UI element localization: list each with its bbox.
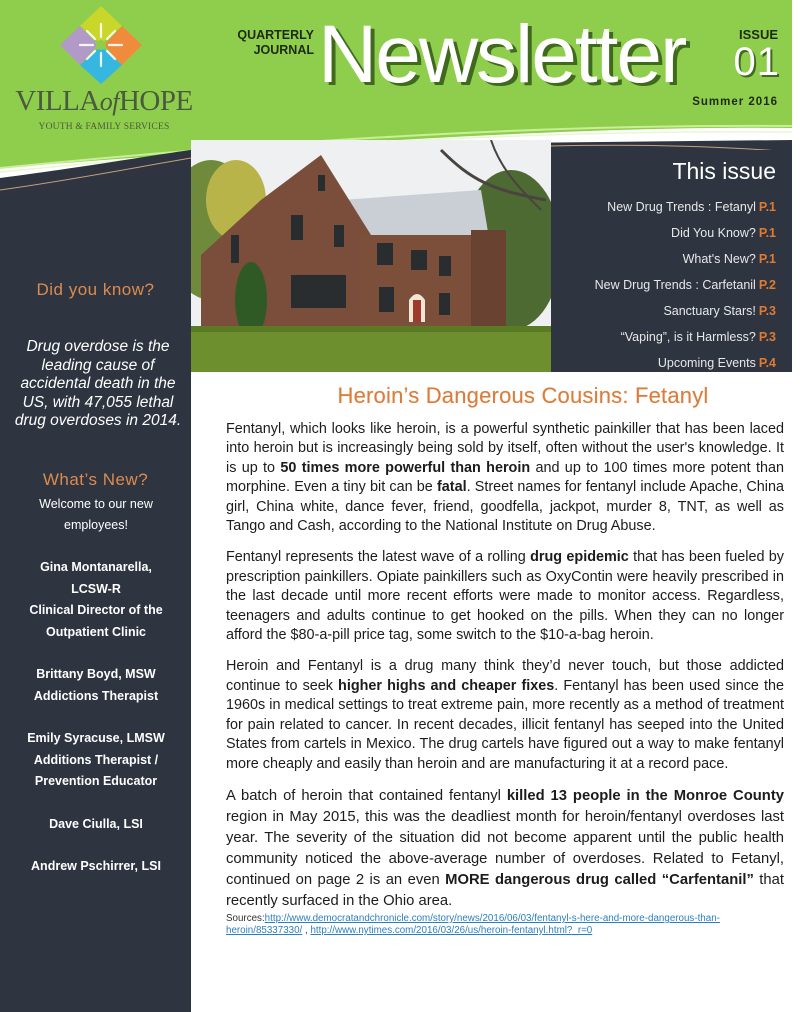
logo-subtitle: YOUTH & FAMILY SERVICES (38, 122, 170, 132)
did-you-know-fact: Drug overdose is the leading cause of accidental death in the US, with 47,055 lethal drug overdoses in 2014. (14, 338, 182, 429)
toc-item-label: What's New? (682, 252, 756, 266)
staff-name: Brittany Boyd, MSW (36, 667, 156, 681)
toc-item-label: “Vaping”, is it Harmless? (620, 330, 756, 344)
toc-item[interactable] (595, 220, 776, 246)
villa-of-hope-logo (0, 0, 205, 140)
staff-name: Andrew Pschirrer, LSI (31, 859, 161, 873)
text: that has been fueled by prescription painkillers. Opiate painkillers such as OxyContin were heavily prescribed in the last decade until more recent efforts were made to monitor access. Regardless, teenagers and adults continue to get hooked on the pills. When they can no longer afford the $80-a-pill price tag, some switch to the $10-a-bag heroin. (226, 549, 784, 644)
toc-item[interactable] (595, 298, 776, 324)
issue-number: 01 (733, 40, 780, 84)
article-paragraph (226, 786, 784, 912)
toc-item[interactable] (595, 324, 776, 350)
toc-title: This issue (672, 158, 776, 184)
issue-season: Summer 2016 (692, 96, 778, 108)
toc-list (595, 194, 776, 376)
toc-item[interactable] (595, 246, 776, 272)
building-image (191, 140, 551, 372)
emphasis: higher highs and cheaper fixes (338, 677, 555, 694)
article-paragraph (226, 420, 784, 536)
text: Fentanyl, which looks like heroin, is a powerful synthetic painkiller that has been laced into heroin but is increasingly being sold by itself, often without the user's knowledge. It is up to (226, 421, 784, 476)
flower-diamond-logo-icon (58, 4, 144, 86)
toc-item-page: P.4 (758, 356, 776, 370)
staff-entry (6, 728, 186, 793)
staff-name: Gina Montanarella, (40, 560, 152, 574)
toc-item-label: Upcoming Events (657, 356, 756, 370)
text: A batch of heroin that contained fentanyl (226, 787, 507, 804)
building-photo (191, 140, 551, 372)
staff-role: Clinical Director of the (29, 603, 163, 617)
emphasis: killed 13 people in the Monroe County (506, 787, 785, 804)
sidebar (0, 200, 191, 1012)
kicker-quarterly: QUARTERLY (237, 28, 314, 42)
staff-entry (6, 814, 186, 836)
did-you-know-heading: Did you know? (36, 280, 155, 299)
toc-item-label: New Drug Trends : Fetanyl (607, 200, 756, 214)
staff-name: Dave Ciulla, LSI (49, 816, 143, 831)
toc-item-label: Sanctuary Stars! (663, 304, 756, 318)
text: Heroin and Fentanyl is a drug many think they’d never touch, but those addicted continue to seek (226, 658, 784, 694)
article-title: Heroin’s Dangerous Cousins: Fetanyl (337, 383, 709, 408)
sources-label: Sources: (226, 912, 265, 924)
source-link-nytimes[interactable]: http://www.nytimes.com/2016/03/26/us/heroin-fentanyl.html?_r=0 (310, 924, 593, 936)
staff-role: Additions Therapist / (33, 752, 159, 767)
toc-item-page: P.3 (758, 304, 776, 318)
whats-new-heading: What’s New? (42, 470, 149, 489)
toc-item[interactable] (595, 350, 776, 376)
toc-item-page: P.1 (758, 200, 776, 214)
staff-role: Prevention Educator (34, 774, 158, 788)
emphasis: drug epidemic (530, 549, 629, 566)
staff-role: Addictions Therapist (33, 688, 159, 703)
staff-entry (6, 664, 186, 707)
kicker-journal: JOURNAL (253, 43, 314, 57)
text: Fentanyl represents the latest wave of a rolling (226, 549, 531, 566)
toc-item-page: P.1 (758, 226, 776, 240)
toc-item-label: Did You Know? (671, 226, 756, 240)
toc-item-label: New Drug Trends : Carfetanil (594, 278, 756, 292)
text: region in May 2015, this was the deadliest month for heroin/fentanyl overdoses last year. The severity of the situation did not become apparent until the public health community noticed the above-average number of overdoses. Related to Fetanyl, continued on page 2 is an even (226, 808, 784, 888)
article-paragraph (226, 657, 784, 773)
publication-kicker (222, 28, 314, 58)
text: . Fentanyl has been used since the 1960s in medical settings to treat extreme pain, more recently as a method of treatment for pain related to cancer. In recent decades, illicit fentanyl has seeped into the United States from cartels in Mexico. The drug cartels have figured out a way to make fentanyl more cheaply and easily than heroin and are manufacturing it at a record pace. (226, 677, 784, 772)
toc-item-page: P.3 (758, 330, 776, 344)
emphasis: 50 times more powerful than heroin (280, 459, 531, 476)
staff-entry (6, 557, 186, 643)
text: that recently surfaced in the Ohio area. (226, 871, 784, 909)
text: . Street names for fentanyl include Apache, China girl, China white, dance fever, friend, goodfella, jackpot, murder 8, TNT, as well as Tango and Cash, according to the National Institute on Drug Abuse. (226, 479, 784, 535)
staff-entry (6, 856, 186, 878)
new-staff-list (6, 557, 186, 899)
toc-item[interactable] (595, 194, 776, 220)
staff-role: Outpatient Clinic (46, 624, 146, 639)
toc-item[interactable] (595, 272, 776, 298)
logo-wordmark: VILLAofHOPE (15, 85, 193, 117)
emphasis: MORE dangerous drug called “Carfentanil” (445, 871, 754, 888)
source-link-democratandchronicle[interactable]: http://www.democratandchronicle.com/story/news/2016/06/03/fentanyl-s-here-and-more-dangerous-than-heroin/85337330/ (226, 912, 720, 936)
article-sources (226, 913, 784, 937)
emphasis: fatal (437, 479, 467, 496)
toc-item-page: P.1 (758, 252, 776, 266)
this-issue-panel (551, 150, 792, 372)
text: and up to 100 times more potent than morphine. Even a tiny bit can be (226, 459, 784, 496)
article-paragraph (226, 548, 784, 645)
issue-label: ISSUE (738, 27, 778, 42)
sources-separator: , (302, 924, 311, 936)
staff-name: Emily Syracuse, LMSW (27, 731, 165, 745)
staff-credential: LCSW-R (71, 581, 121, 596)
newsletter-title: Newsletter (318, 9, 686, 100)
toc-item-page: P.2 (758, 278, 776, 292)
main-article (226, 383, 784, 937)
whats-new-intro: Welcome to our new employees! (39, 497, 153, 532)
